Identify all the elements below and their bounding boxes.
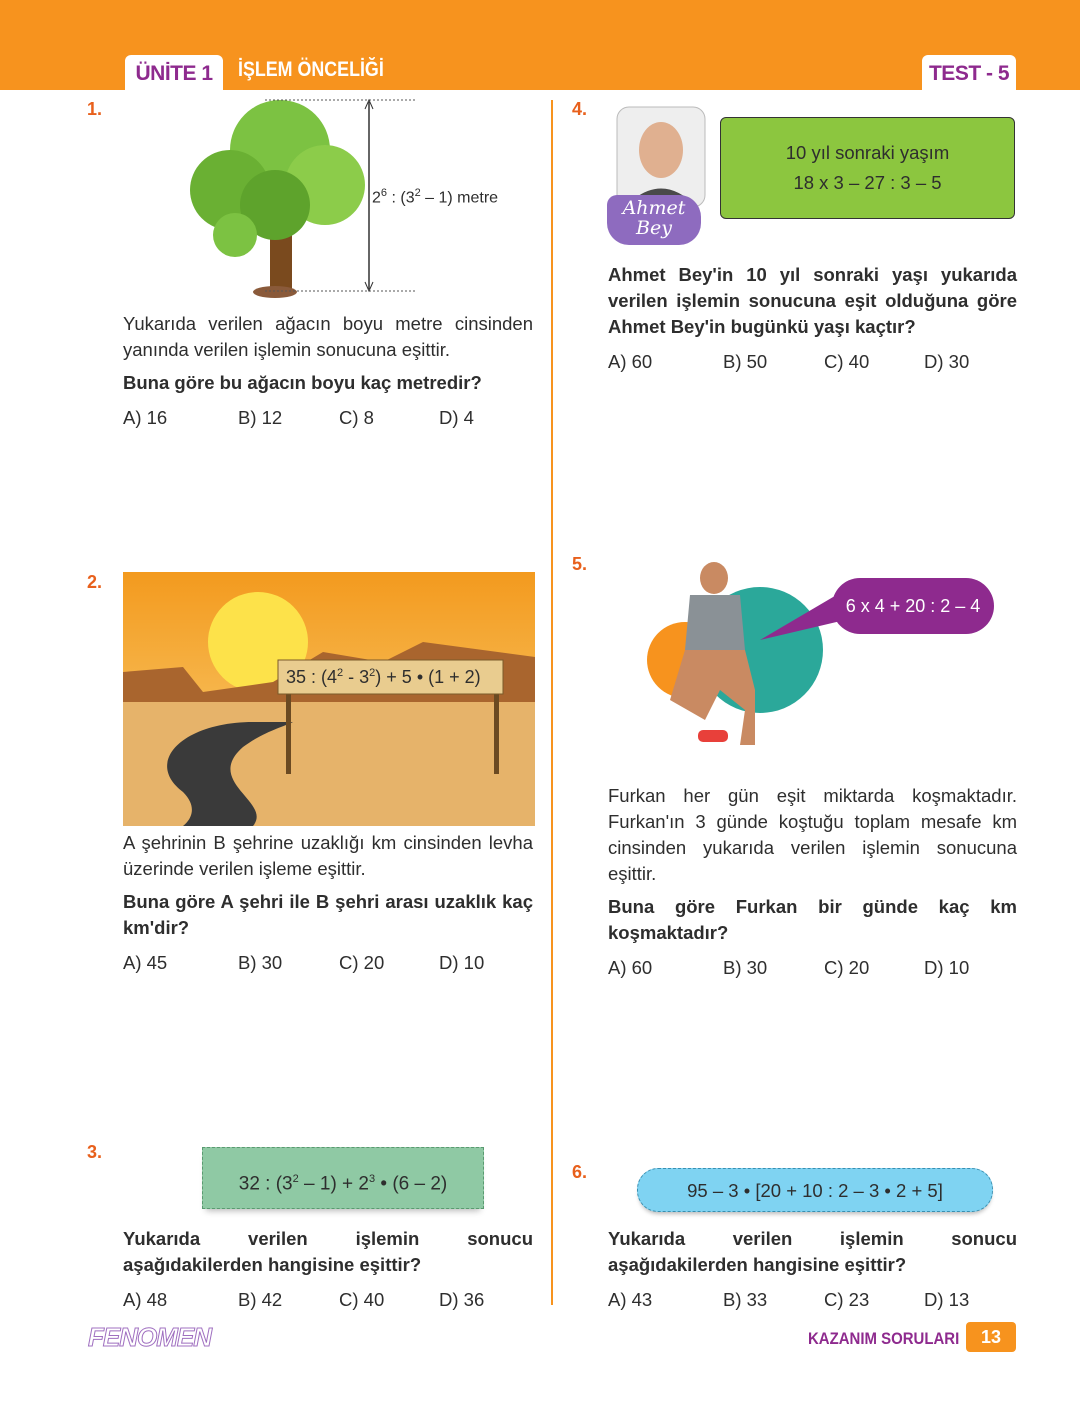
question-prompt: Yukarıda verilen işlemin sonucu aşağıdakilerden hangisine eşittir? [123,1228,533,1275]
page-number: 13 [966,1322,1016,1352]
option-a[interactable]: A) 60 [608,351,653,372]
answer-options [123,950,533,976]
expr-part: ) + 5 • (1 + 2) [375,667,481,687]
question-body [123,830,533,976]
question-body [608,262,1017,375]
expr-exp: 3 [369,1173,376,1185]
expression-box [202,1147,484,1209]
fenomen-logo: FENOMEN [88,1322,211,1352]
topic-title: İŞLEM ÖNCELİĞİ [238,58,384,81]
option-d[interactable]: D) 30 [924,351,970,372]
option-d[interactable]: D) 10 [924,957,970,978]
label-part: – 1) metre [420,189,499,207]
answer-options [123,1287,533,1313]
expr-exp: 2 [292,1173,299,1185]
name-tag: Ahmet Bey [607,195,701,245]
option-b[interactable]: B) 50 [723,351,768,372]
expr-part: • (6 – 2) [375,1173,448,1195]
question-number: 2. [87,572,103,592]
option-c[interactable]: C) 23 [824,1289,870,1310]
tree-height-label [372,187,498,207]
option-c[interactable]: C) 20 [339,952,385,973]
question-text: A şehrinin B şehrine uzaklığı km cinsinden levha üzerinde verilen işleme eşittir. [123,832,533,879]
option-c[interactable]: C) 40 [824,351,870,372]
answer-options [608,349,1017,375]
answer-options [123,405,533,431]
label-part: 2 [372,189,381,207]
question-number: 5. [572,554,588,574]
question-prompt: Buna göre Furkan bir günde kaç km koşmaktadır? [608,896,1017,943]
question-text: Yukarıda verilen ağacın boyu metre cinsinden yanında verilen işlemin sonucuna eşittir. [123,313,533,360]
expr-exp: 2 [369,667,376,679]
expr-part: 32 : (3 [238,1173,293,1195]
speech-bubble: 6 x 4 + 20 : 2 – 4 [832,578,994,634]
column-divider [551,100,553,1305]
desert-road-illustration [123,572,535,826]
option-d[interactable]: D) 4 [439,407,474,428]
option-b[interactable]: B) 12 [238,407,283,428]
option-b[interactable]: B) 42 [238,1289,283,1310]
label-part: : (3 [387,189,415,207]
expression-box: 95 – 3 • [20 + 10 : 2 – 3 • 2 + 5] [637,1168,993,1212]
question-number: 6. [572,1162,588,1182]
question-number: 3. [87,1142,103,1162]
option-c[interactable]: C) 20 [824,957,870,978]
option-c[interactable]: C) 40 [339,1289,385,1310]
option-b[interactable]: B) 30 [723,957,768,978]
test-tab: TEST - 5 [922,55,1016,91]
question-prompt: Buna göre A şehri ile B şehri arası uzaklık kaç km'dir? [123,891,533,938]
question-text: Furkan her gün eşit miktarda koşmaktadır. Furkan'ın 3 günde koştuğu toplam mesafe km cinsinden yukarıda verilen işlemin sonucuna eşittir. [608,785,1017,884]
label-exp: 6 [380,187,388,199]
option-a[interactable]: A) 60 [608,957,653,978]
question-body [123,1226,533,1313]
question-body [123,311,533,431]
option-a[interactable]: A) 48 [123,1289,168,1310]
question-number: 1. [87,99,103,119]
label-exp: 2 [414,187,421,199]
option-d[interactable]: D) 13 [924,1289,970,1310]
option-d[interactable]: D) 36 [439,1289,485,1310]
unit-tab: ÜNİTE 1 [125,55,223,91]
option-c[interactable]: C) 8 [339,407,374,428]
question-body [608,783,1017,981]
expr-part: – 1) + 2 [298,1173,369,1195]
question-prompt: Buna göre bu ağacın boyu kaç metredir? [123,372,482,393]
bubble-line: 18 x 3 – 27 : 3 – 5 [793,172,942,193]
expr-exp: 2 [337,667,344,679]
expr-part: 35 : (4 [286,667,338,687]
section-label: KAZANIM SORULARI [808,1329,960,1348]
answer-options [608,1287,1017,1313]
answer-options [608,955,1017,981]
bubble-line: 10 yıl sonraki yaşım [785,142,950,163]
option-b[interactable]: B) 33 [723,1289,768,1310]
road-sign-expression [286,667,481,688]
option-a[interactable]: A) 16 [123,407,168,428]
question-body [608,1226,1017,1313]
option-a[interactable]: A) 43 [608,1289,653,1310]
option-a[interactable]: A) 45 [123,952,168,973]
speech-bubble [720,117,1015,219]
question-prompt: Yukarıda verilen işlemin sonucu aşağıdakilerden hangisine eşittir? [608,1228,1017,1275]
question-prompt: Ahmet Bey'in 10 yıl sonraki yaşı yukarıda verilen işlemin sonucuna eşit olduğuna göre Ahmet Bey'in bugünkü yaşı kaçtır? [608,264,1017,337]
option-d[interactable]: D) 10 [439,952,485,973]
expr-part: - 3 [343,667,370,687]
option-b[interactable]: B) 30 [238,952,283,973]
question-number: 4. [572,99,588,119]
